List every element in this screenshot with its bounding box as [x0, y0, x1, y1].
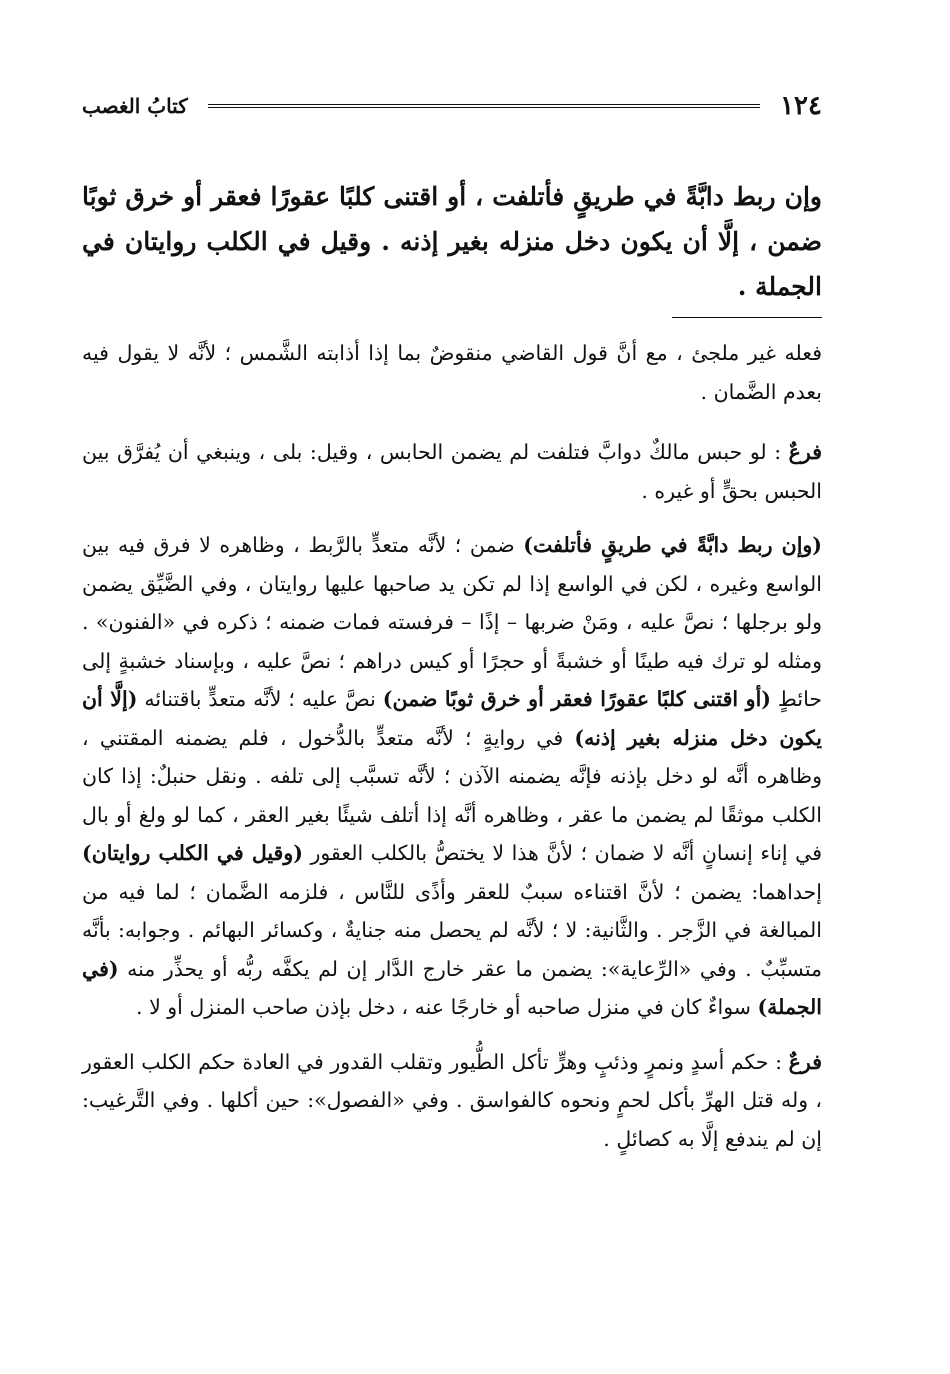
commentary-text-1: ضمن ؛ لأنَّه متعدٍّ بالرَّبط ، وظاهره لا فرق فيه بين الواسع وغيره ، لكن في الواسع إذا لم تكن يد صاحبها عليها روايتان ، وفي الضَّيِّق يضمن ولو برجلها ؛ نصَّ عليه ، ومَنْ ضربها – إذًا – فرفسته فمات ضمنه ؛ ذكره في «الفنون» . ومثله لو ترك فيه طينًا أو خشبةً أو حجرًا أو كيس دراهم ؛ نصَّ عليه ، وبإسناد خشبةٍ إلى حائطٍ	[82, 533, 822, 711]
commentary-paragraph-2	[82, 433, 822, 510]
far-text: : لو حبس مالكٌ دوابَّ فتلفت لم يضمن الحابس ، وقيل: بلى ، وينبغي أن يُفرَّق بين الحبس بحقٍّ أو غيره .	[82, 440, 822, 503]
matn-separator-rule	[672, 317, 822, 318]
commentary-paragraph-1: فعله غير ملجئ ، مع أنَّ قول القاضي منقوضٌ بما إذا أذابته الشَّمس ؛ لأنَّه لا يقول فيه بعدم الضَّمان .	[82, 341, 822, 404]
matn-quote-3: (إلَّا أن يكون دخل منزله بغير إذنه)	[82, 687, 822, 750]
page-number: ١٢٤	[780, 91, 822, 121]
commentary	[82, 334, 822, 1158]
book-title: كتابُ الغصب	[82, 94, 188, 118]
matn-quote-2: (أو اقتنى كلبًا عقورًا فعقر أو خرق ثوبًا ضمن)	[382, 687, 771, 711]
far-text: : حكم أسدٍ ونمرٍ وذئبٍ وهرٍّ تأكل الطُّيور وتقلب القدور في العادة حكم الكلب العقور ، وله قتل الهرِّ بأكل لحمٍ ونحوه كالفواسق . وفي «الفصول»: حين أكلها . وفي التَّرغيب: إن لم يندفع إلَّا به كصائلٍ .	[82, 1049, 822, 1151]
far-label: فرعٌ	[788, 1049, 822, 1074]
matn-quote-4: (وقيل في الكلب روايتان)	[82, 841, 303, 865]
commentary-text-5: سواءٌ كان في منزل صاحبه أو خارجًا عنه ، دخل بإذن صاحب المنزل أو لا .	[136, 995, 758, 1019]
header-rule	[208, 104, 760, 108]
commentary-text-4: إحداهما: يضمن ؛ لأنَّ اقتناءه سببٌ للعقر وأذًى للنَّاس ، فلزمه الضَّمان ؛ لما فيه من المبالغة في الزَّجر . والثَّانية: لا ؛ لأنَّه لم يحصل منه جنايةٌ ، وكسائر البهائم . وجوابه: بأنَّه متسبِّبٌ . وفي «الرِّعاية»: يضمن ما عقر خارج الدَّار إن لم يكفَّه ربُّه أو يحذِّر منه	[82, 879, 822, 981]
matn-quote-5: (في الجملة)	[82, 956, 822, 1019]
far-label: فرعٌ	[788, 440, 822, 464]
commentary-paragraph-4	[82, 1043, 822, 1159]
matn-text: وإن ربط دابَّةً في طريقٍ فأتلفت ، أو اقتنى كلبًا عقورًا فعقر أو خرق ثوبًا ضمن ، إلَّا أن يكون دخل منزله بغير إذنه . وقيل في الكلب روايتان في الجملة .	[82, 182, 822, 301]
commentary-paragraph-3	[82, 526, 822, 1027]
matn-quote-1: (وإن ربط دابَّةً في طريقٍ فأتلفت)	[523, 533, 823, 557]
commentary-text-2: نصَّ عليه ؛ لأنَّه متعدٍّ باقتنائه	[137, 687, 383, 711]
page-header	[82, 86, 822, 126]
book-page	[82, 86, 822, 1326]
commentary-text-3: في روايةٍ ؛ لأنَّه متعدٍّ بالدُّخول ، فلم يضمنه المقتني ، وظاهره أنَّه لو دخل بإذنه فإنَّه يضمنه الآذن ؛ لأنَّه تسبَّب إلى تلفه . ونقل حنبلٌ: إذا كان الكلب موثقًا لم يضمن ما عقر ، وظاهره أنَّه إذا أتلف شيئًا بغير العقر ، كما لو ولغ أو بال في إناء إنسانٍ أنَّه لا ضمان ؛ لأنَّ هذا لا يختصُّ بالكلب العقور	[82, 725, 822, 865]
